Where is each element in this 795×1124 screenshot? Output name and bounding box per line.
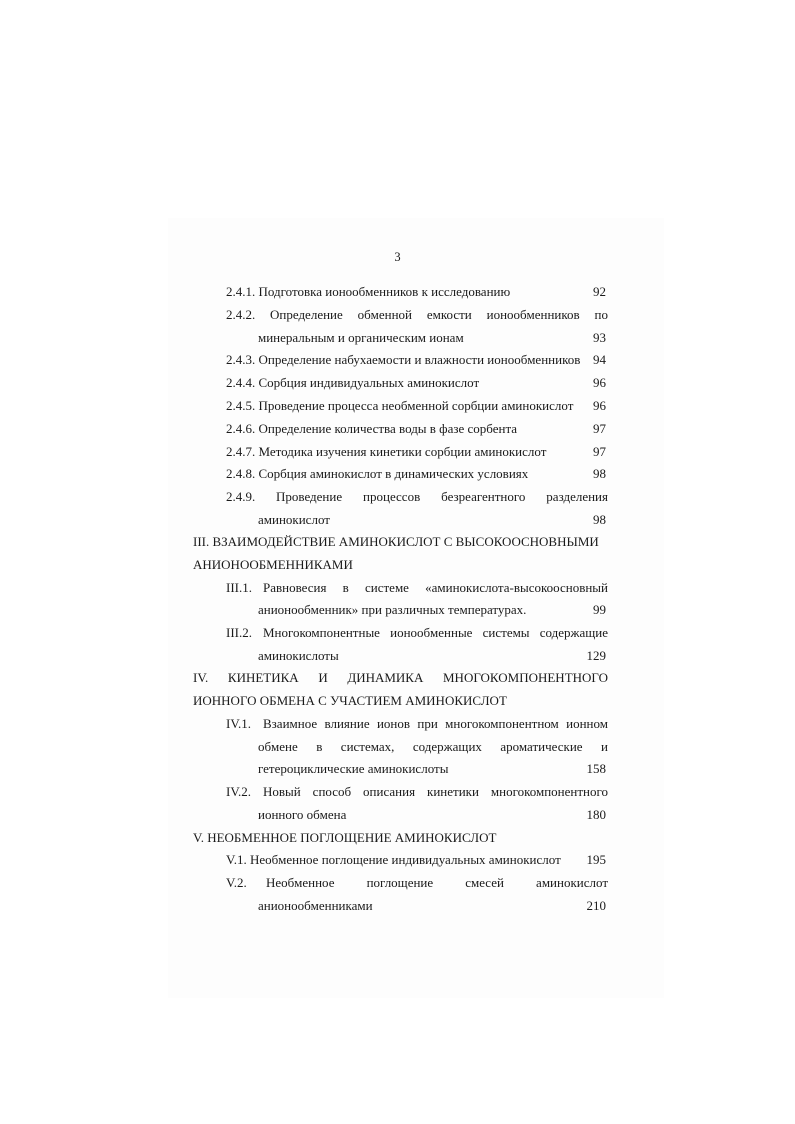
- toc-entry-3-2-number: III.2.: [226, 625, 252, 640]
- toc-entry-5-2-number: V.2.: [226, 875, 247, 890]
- chapter-4-title-line1: IV. КИНЕТИКА И ДИНАМИКА МНОГОКОМПОНЕНТНОГО: [193, 670, 608, 685]
- toc-entry-2-4-3: [226, 352, 580, 368]
- toc-entry-4-1-title-line1: Взаимное влияние ионов при многокомпонентном ионном: [263, 716, 608, 731]
- toc-entry-page: 158: [586, 761, 606, 776]
- toc-entry-5-2-title-line1: Необменное поглощение смесей аминокислот: [266, 875, 608, 890]
- toc-entry-page: 99: [593, 602, 606, 617]
- toc-entry-title: Сорбция аминокислот в динамических условиях: [258, 466, 529, 481]
- toc-entry-3-2-title-line1: Многокомпонентные ионообменные системы содержащие: [263, 625, 608, 640]
- toc-entry-number: 2.4.4.: [226, 375, 256, 390]
- toc-entry-4-2-number: IV.2.: [226, 784, 252, 799]
- toc-entry-page: 98: [593, 466, 606, 481]
- toc-entry-2-4-2-number: 2.4.2.: [226, 307, 256, 322]
- toc-entry-title: Определение количества воды в фазе сорбента: [258, 421, 518, 436]
- toc-entry-page: 96: [593, 398, 606, 413]
- toc-entry-3-1-number: III.1.: [226, 580, 252, 595]
- toc-entry-page: 210: [586, 898, 606, 913]
- toc-entry-page: 94: [593, 352, 606, 367]
- toc-entry-2-4-9-title-line2: аминокислот: [258, 512, 330, 527]
- toc-entry-page: 92: [593, 284, 606, 299]
- toc-entry-2-4-9-number: 2.4.9.: [226, 489, 256, 504]
- toc-entry-2-4-5: [226, 398, 573, 414]
- toc-entry-3-1-title-line1: Равновесия в системе «аминокислота-высокоосновный: [263, 580, 608, 595]
- chapter-4-title-line2: ИОННОГО ОБМЕНА С УЧАСТИЕМ АМИНОКИСЛОТ: [193, 693, 507, 708]
- toc-entry-title: Проведение процесса необменной сорбции аминокислот: [258, 398, 574, 413]
- toc-entry-2-4-6: [226, 421, 517, 437]
- toc-entry-title: Подготовка ионообменников к исследованию: [258, 284, 511, 299]
- toc-entry-2-4-7: [226, 444, 546, 460]
- toc-entry-page: 129: [586, 648, 606, 663]
- toc-entry-number: 2.4.8.: [226, 466, 256, 481]
- toc-entry-page: 97: [593, 421, 606, 436]
- toc-entry-number: V.1.: [226, 852, 247, 867]
- chapter-3-title-line2: АНИОНООБМЕННИКАМИ: [193, 557, 353, 572]
- toc-entry-4-2-title-line2: ионного обмена: [258, 807, 347, 822]
- toc-entry-number: 2.4.6.: [226, 421, 256, 436]
- toc-entry-page: 98: [593, 512, 606, 527]
- toc-entry-3-2-title-line2: аминокислоты: [258, 648, 339, 663]
- toc-entry-page: 96: [593, 375, 606, 390]
- toc-entry-2-4-8: [226, 466, 528, 482]
- toc-entry-2-4-4: [226, 375, 479, 391]
- toc-entry-number: 2.4.3.: [226, 352, 256, 367]
- toc-entry-title: Необменное поглощение индивидуальных аминокислот: [249, 852, 561, 867]
- toc-entry-2-4-2-title-line2: минеральным и органическим ионам: [258, 330, 464, 345]
- toc-entry-4-1-title-line2: обмене в системах, содержащих ароматические и: [258, 739, 608, 754]
- toc-entry-2-4-2-title-line1: Определение обменной емкости ионообменников по: [270, 307, 608, 322]
- page-number: 3: [394, 250, 401, 264]
- toc-entry-title: Сорбция индивидуальных аминокислот: [258, 375, 480, 390]
- toc-entry-number: 2.4.7.: [226, 444, 256, 459]
- toc-entry-page: 195: [586, 852, 606, 867]
- toc-entry-number: 2.4.5.: [226, 398, 256, 413]
- toc-entry-number: 2.4.1.: [226, 284, 256, 299]
- toc-entry-title: Методика изучения кинетики сорбции аминокислот: [258, 444, 547, 459]
- toc-entry-3-1-title-line2: анионообменник» при различных температурах.: [258, 602, 527, 617]
- chapter-5-title: V. НЕОБМЕННОЕ ПОГЛОЩЕНИЕ АМИНОКИСЛОТ: [193, 830, 497, 845]
- toc-entry-page: 97: [593, 444, 606, 459]
- toc-entry-title: Определение набухаемости и влажности ионообменников: [258, 352, 581, 367]
- toc-entry-4-2-title-line1: Новый способ описания кинетики многокомпонентного: [263, 784, 608, 799]
- toc-entry-2-4-1: [226, 284, 510, 300]
- toc-entry-5-1: [226, 852, 561, 868]
- toc-entry-5-2-title-line2: анионообменниками: [258, 898, 373, 913]
- toc-entry-4-1-title-line3: гетероциклические аминокислоты: [258, 761, 449, 776]
- toc-entry-4-1-number: IV.1.: [226, 716, 252, 731]
- toc-entry-2-4-9-title-line1: Проведение процессов безреагентного разделения: [276, 489, 608, 504]
- toc-entry-page: 180: [586, 807, 606, 822]
- toc-entry-page: 93: [593, 330, 606, 345]
- chapter-3-title-line1: III. ВЗАИМОДЕЙСТВИЕ АМИНОКИСЛОТ С ВЫСОКООСНОВНЫМИ: [193, 534, 599, 549]
